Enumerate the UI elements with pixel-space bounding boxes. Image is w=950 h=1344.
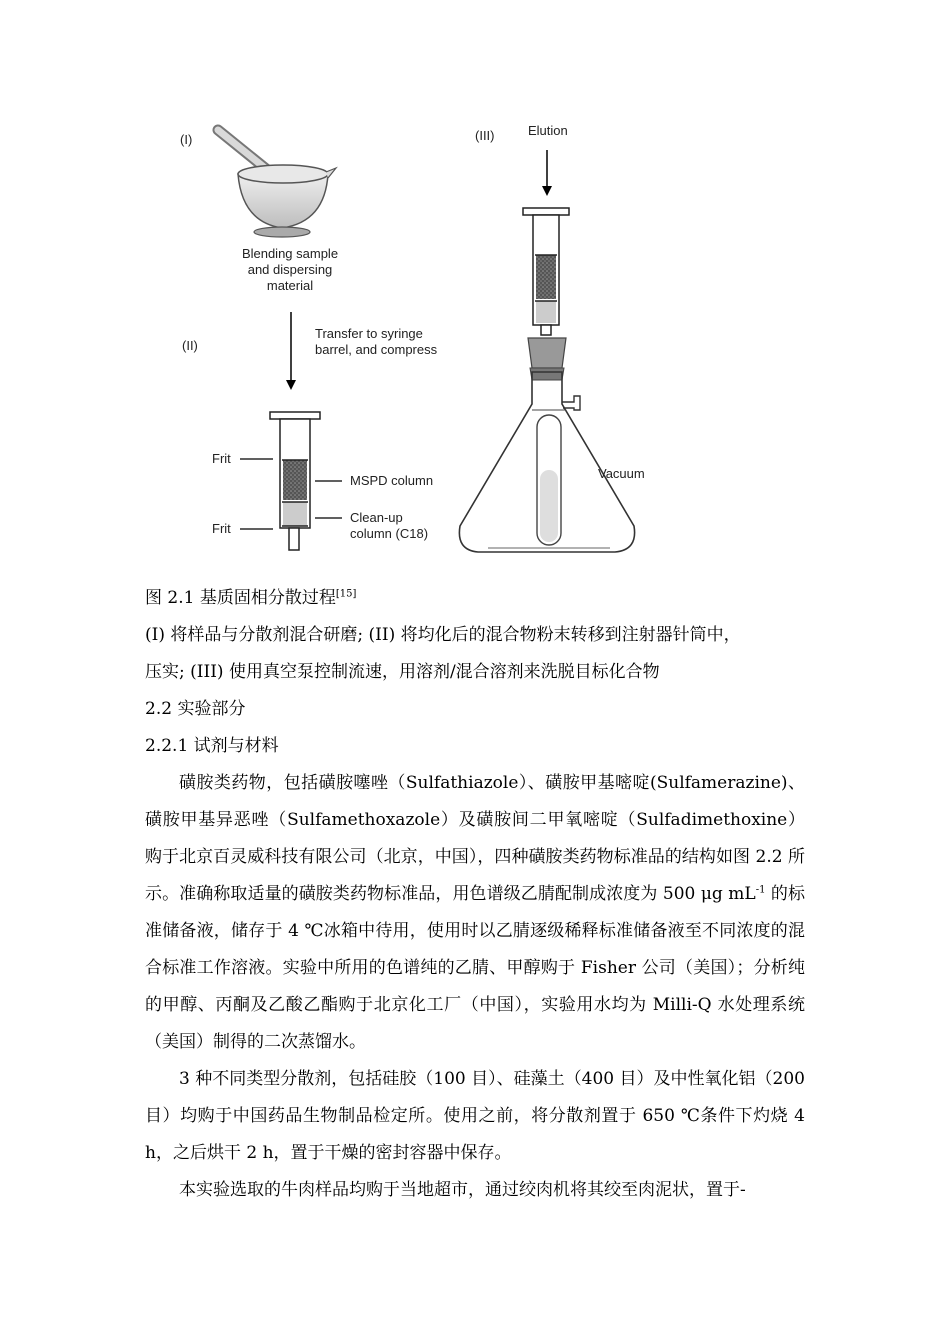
syringe-column-icon <box>270 412 320 550</box>
frit-top-label: Frit <box>212 451 231 466</box>
step3-label: (III) <box>475 128 495 143</box>
figure-caption: 图 2.1 基质固相分散过程[15] <box>145 588 357 608</box>
blend-label-1: Blending sample <box>241 246 339 261</box>
blend-label-2: and dispersing <box>247 262 333 277</box>
vacuum-flask-icon <box>459 338 634 552</box>
transfer-label-1: Transfer to syringe <box>315 326 423 341</box>
frit-bottom-label: Frit <box>212 521 231 536</box>
mspd-column-label: MSPD column <box>350 473 434 488</box>
elution-syringe-icon <box>523 208 569 335</box>
cleanup-label-1: Clean-up <box>350 510 403 525</box>
mortar-pestle-icon <box>218 130 336 237</box>
vacuum-label: Vacuum <box>598 466 645 481</box>
paragraph-samples: 本实验选取的牛肉样品均购于当地超市，通过绞肉机将其绞至肉泥状，置于- <box>179 1180 746 1200</box>
transfer-label-2: barrel, and compress <box>315 342 438 357</box>
section-heading-2-2: 2.2 实验部分 <box>145 699 246 719</box>
blend-label-3: material <box>266 278 314 293</box>
figure-note-line-2: 压实; (III) 使用真空泵控制流速，用溶剂/混合溶剂来洗脱目标化合物 <box>145 662 660 682</box>
paper-body <box>145 580 805 1209</box>
elution-arrow-icon <box>542 150 552 196</box>
step1-label: (I) <box>180 132 193 147</box>
paragraph-reagents: 磺胺类药物，包括磺胺噻唑（Sulfathiazole）、磺胺甲基嘧啶(Sulfamerazine)、磺胺甲基异恶唑（Sulfamethoxazole）及磺胺间二甲氧嘧啶（Sulfadimethoxine）购于北京百灵威科技有限公司（北京，中国），四种磺胺类药物标准品的结构如图 2.2 所示。准确称取适量的磺胺类药物标准品，用色谱级乙腈配制成浓度为 500 μg $mL^{-1}$ 的标准储备液，储存于 4 ℃冰箱中待用，使用时以乙腈逐级稀释标准储备液至不同浓度的混合标准工作溶液。实验中所用的色谱纯的乙腈、甲醇购于 Fisher 公司（美国）；分析纯的甲醇、丙酮及乙酸乙酯购于北京化工厂（中国），实验用水均为 Milli-Q 水处理系统（美国）制得的二次蒸馏水。 <box>145 773 806 1052</box>
step2-label: (II) <box>182 338 198 353</box>
paragraph-dispersants: 3 种不同类型分散剂，包括硅胶（100 目）、硅藻土（400 目）及中性氧化铝（200 目）均购于中国药品生物制品检定所。使用之前，将分散剂置于 650 ℃条件下灼烧 4 h，之后烘干 2 h，置于干燥的密封容器中保存。 <box>145 1069 805 1163</box>
unit-exponent: -1 <box>755 884 766 896</box>
figure-note-line-1: (I) 将样品与分散剂混合研磨; (II) 将均化后的混合物粉末转移到注射器针筒中， <box>145 625 741 645</box>
mspd-process-figure <box>170 110 650 570</box>
down-arrow-icon <box>286 312 296 390</box>
cleanup-label-2: column (C18) <box>350 526 429 541</box>
caption-reference: [15] <box>335 588 357 600</box>
section-heading-2-2-1: 2.2.1 试剂与材料 <box>145 736 279 756</box>
elution-label: Elution <box>528 123 568 138</box>
